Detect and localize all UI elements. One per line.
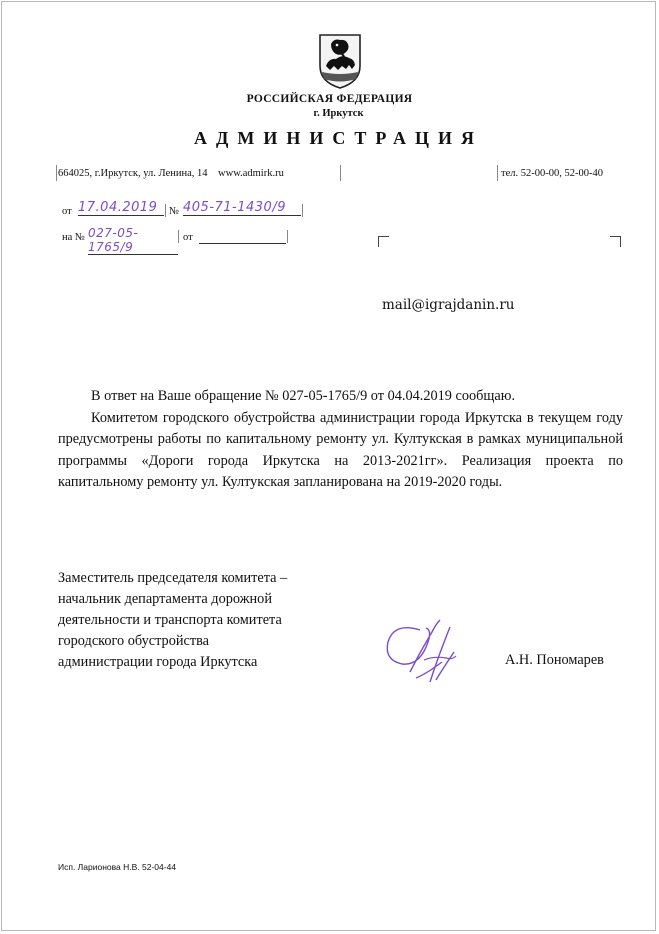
signatory-line: начальник департамента дорожной xyxy=(58,591,272,607)
divider xyxy=(287,230,288,243)
divider xyxy=(340,165,341,181)
website: www.admirk.ru xyxy=(218,168,284,179)
city-title: г. Иркутск xyxy=(313,108,364,119)
reply-from-label: от xyxy=(183,232,193,243)
outgoing-number: 405-71-1430/9 xyxy=(183,200,301,216)
administration-title: АДМИНИСТРАЦИЯ xyxy=(193,128,484,148)
reply-label: на № xyxy=(62,232,85,243)
signatory-line: администрации города Иркутска xyxy=(58,654,258,670)
recipient-corner xyxy=(610,236,621,247)
number-label: № xyxy=(169,206,180,217)
federation-title: РОССИЙСКАЯ ФЕДЕРАЦИЯ xyxy=(246,93,413,105)
signatory-line: деятельности и транспорта комитета xyxy=(58,612,282,628)
recipient-corner xyxy=(378,236,389,247)
signatory-title xyxy=(58,568,287,673)
executor-note: Исп. Ларионова Н.В. 52-04-44 xyxy=(58,862,177,872)
body-paragraph: В ответ на Ваше обращение № 027-05-1765/9 от 04.04.2019 сообщаю. xyxy=(91,388,516,404)
divider xyxy=(302,204,303,217)
address-line xyxy=(58,168,284,179)
divider xyxy=(56,165,57,181)
irkutsk-coat-of-arms-icon xyxy=(316,32,364,90)
outgoing-date: 17.04.2019 xyxy=(78,200,164,216)
reply-date-blank xyxy=(199,230,286,244)
phone: тел. 52-00-00, 52-00-40 xyxy=(501,168,603,179)
recipient-email: mail@igrajdanin.ru xyxy=(382,297,515,313)
address: 664025, г.Иркутск, ул. Ленина, 14 xyxy=(58,168,208,179)
letter-body xyxy=(58,386,623,494)
body-paragraph: Комитетом городского обустройства администрации города Иркутска в текущем году предусмотрены работы по капитальному ремонту ул. Култукская в рамках муниципальной программы «Дороги города Иркутска на 2013-2021гг». Реализация проекта по капитальному ремонту ул. Култукская запланирована на 2019-2020 годы. xyxy=(58,409,623,490)
divider xyxy=(178,230,179,243)
reply-number: 027-05-1765/9 xyxy=(88,226,178,255)
handwritten-signature xyxy=(380,612,480,692)
signatory-line: Заместитель председателя комитета – xyxy=(58,570,288,586)
divider xyxy=(165,204,166,217)
from-label: от xyxy=(62,206,72,217)
signatory-line: городского обустройства xyxy=(58,633,210,649)
divider xyxy=(497,165,498,181)
signatory-name: А.Н. Пономарев xyxy=(505,652,604,668)
